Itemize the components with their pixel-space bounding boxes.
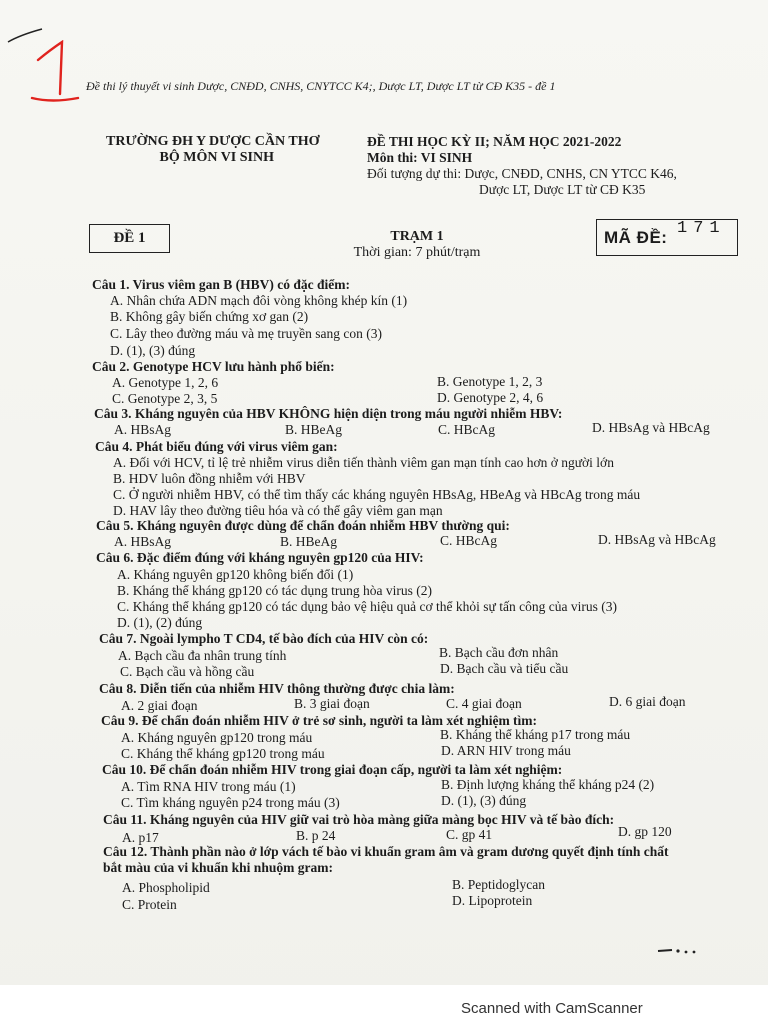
answer-option: D. 6 giai đoạn: [609, 694, 686, 709]
answer-option: C. Kháng thể kháng gp120 trong máu: [121, 746, 325, 761]
answer-option: B. Kháng thể kháng gp120 có tác dụng trung hòa virus (2): [117, 583, 432, 598]
answer-option: A. 2 giai đoạn: [121, 698, 198, 713]
exam-target-line2: Dược LT, Dược LT từ CĐ K35: [479, 182, 646, 197]
answer-option: D. HBsAg và HBcAg: [598, 532, 716, 547]
answer-option: D. Bạch cầu và tiểu cầu: [440, 661, 569, 676]
exam-header: [367, 134, 677, 198]
answer-option: A. Bạch cầu đa nhân trung tính: [118, 648, 287, 663]
answer-option: A. HBsAg: [114, 534, 172, 549]
question-stem: Câu 1. Virus viêm gan B (HBV) có đặc điểm:: [92, 277, 350, 292]
answer-option: D. HAV lây theo đường tiêu hóa và có thể gây viêm gan mạn: [113, 503, 443, 518]
answer-option: A. HBsAg: [114, 422, 172, 437]
answer-option: D. gp 120: [618, 824, 672, 839]
answer-option: B. Bạch cầu đơn nhân: [439, 645, 559, 660]
answer-option: D. Lipoprotein: [452, 893, 533, 908]
question-stem: Câu 6. Đặc điểm đúng với kháng nguyên gp120 của HIV:: [96, 550, 424, 565]
answer-option: D. HBsAg và HBcAg: [592, 420, 710, 435]
ma-de-box: [596, 219, 738, 256]
handwritten-red-number-icon: [28, 40, 82, 108]
ma-de-value: 171: [677, 219, 726, 238]
answer-option: C. Lây theo đường máu và mẹ truyền sang con (3): [110, 326, 383, 341]
answer-option: A. Kháng nguyên gp120 không biến đổi (1): [117, 567, 354, 582]
station-block: [352, 229, 482, 261]
answer-option: B. 3 giai đoạn: [294, 696, 370, 711]
question-stem: Câu 10. Để chẩn đoán nhiễm HIV trong giai đoạn cấp, người ta làm xét nghiệm:: [102, 762, 563, 777]
answer-option: A. Kháng nguyên gp120 trong máu: [121, 730, 313, 745]
question-stem-continued: bắt màu của vi khuẩn khi nhuộm gram:: [103, 860, 333, 875]
answer-option: B. HBeAg: [285, 422, 342, 437]
answer-option: C. Bạch cầu và hồng cầu: [120, 664, 255, 679]
answer-option: D. ARN HIV trong máu: [441, 743, 571, 758]
question-stem: Câu 9. Để chẩn đoán nhiễm HIV ở trẻ sơ sinh, người ta làm xét nghiệm tìm:: [101, 713, 538, 728]
answer-option: A. Đối với HCV, tỉ lệ trẻ nhiễm virus diễn tiến thành viêm gan mạn tính cao hơn ở người lớn: [113, 455, 614, 470]
question-stem: Câu 5. Kháng nguyên được dùng để chẩn đoán nhiễm HBV thường qui:: [96, 518, 510, 533]
exam-title: ĐỀ THI HỌC KỲ II; NĂM HỌC 2021-2022: [367, 134, 622, 149]
exam-subject: Môn thi: VI SINH: [367, 150, 473, 165]
answer-option: B. Không gây biến chứng xơ gan (2): [110, 309, 309, 324]
department-name: BỘ MÔN VI SINH: [159, 150, 274, 165]
ma-de-label: MÃ ĐỀ:: [604, 228, 668, 247]
answer-option: B. p 24: [296, 828, 336, 843]
answer-option: D. (1), (3) đúng: [110, 343, 196, 358]
answer-option: C. 4 giai đoạn: [446, 696, 522, 711]
answer-option: C. gp 41: [446, 827, 493, 842]
answer-option: A. p17: [122, 830, 159, 845]
school-block: [106, 134, 320, 166]
header-note: Đề thi lý thuyết vi sinh Dược, CNĐD, CNHS, CNYTCC K4;, Dược LT, Dược LT từ CĐ K35 - đề 1: [86, 79, 556, 93]
answer-option: A. Nhân chứa ADN mạch đôi vòng không khép kín (1): [110, 293, 408, 308]
exam-target-line1: Đối tượng dự thi: Dược, CNĐD, CNHS, CN YTCC K46,: [367, 166, 677, 181]
answer-option: B. HDV luôn đồng nhiễm với HBV: [113, 471, 306, 486]
question-stem: Câu 12. Thành phần nào ở lớp vách tế bào vi khuẩn gram âm và gram dương quyết định tính chất: [103, 844, 669, 859]
answer-option: C. Protein: [122, 897, 177, 912]
answer-option: B. Genotype 1, 2, 3: [437, 374, 543, 389]
answer-option: A. Phospholipid: [122, 880, 210, 895]
question-stem: Câu 8. Diễn tiến của nhiễm HIV thông thường được chia làm:: [99, 681, 455, 696]
answer-option: C. Tìm kháng nguyên p24 trong máu (3): [121, 795, 340, 810]
de-label-box: ĐỀ 1: [89, 224, 170, 253]
answer-option: C. Kháng thể kháng gp120 có tác dụng bảo vệ hiệu quả cơ thể khỏi sự tấn công của virus (3): [117, 599, 617, 614]
question-stem: Câu 3. Kháng nguyên của HBV KHÔNG hiện diện trong máu người nhiễm HBV:: [94, 406, 563, 421]
question-stem: Câu 2. Genotype HCV lưu hành phổ biến:: [92, 359, 335, 374]
answer-option: D. (1), (3) đúng: [441, 793, 527, 808]
answer-option: C. HBcAg: [440, 533, 497, 548]
answer-option: C. Genotype 2, 3, 5: [112, 391, 218, 406]
dash-marks-icon: [656, 944, 706, 958]
answer-option: C. HBcAg: [438, 422, 495, 437]
answer-option: C. Ở người nhiễm HBV, có thể tìm thấy các kháng nguyên HBsAg, HBeAg và HBcAg trong máu: [113, 487, 641, 502]
answer-option: B. Peptidoglycan: [452, 877, 545, 892]
station-time: Thời gian: 7 phút/trạm: [353, 245, 481, 260]
question-stem: Câu 11. Kháng nguyên của HIV giữ vai trò hòa màng giữa màng bọc HIV và tế bào đích:: [103, 812, 615, 827]
answer-option: A. Genotype 1, 2, 6: [112, 375, 219, 390]
question-stem: Câu 4. Phát biểu đúng với virus viêm gan:: [95, 439, 338, 454]
question-stem: Câu 7. Ngoài lympho T CD4, tế bào đích của HIV còn có:: [99, 631, 429, 646]
answer-option: D. (1), (2) đúng: [117, 615, 203, 630]
school-name: TRƯỜNG ĐH Y DƯỢC CẦN THƠ: [106, 134, 320, 149]
answer-option: D. Genotype 2, 4, 6: [437, 390, 544, 405]
answer-option: B. Định lượng kháng thể kháng p24 (2): [441, 777, 655, 792]
footer-band: [0, 985, 768, 1024]
camscanner-watermark: Scanned with CamScanner: [461, 1000, 643, 1017]
answer-option: A. Tìm RNA HIV trong máu (1): [121, 779, 296, 794]
station-name: TRẠM 1: [390, 229, 444, 244]
answer-option: B. HBeAg: [280, 534, 337, 549]
answer-option: B. Kháng thể kháng p17 trong máu: [440, 727, 631, 742]
